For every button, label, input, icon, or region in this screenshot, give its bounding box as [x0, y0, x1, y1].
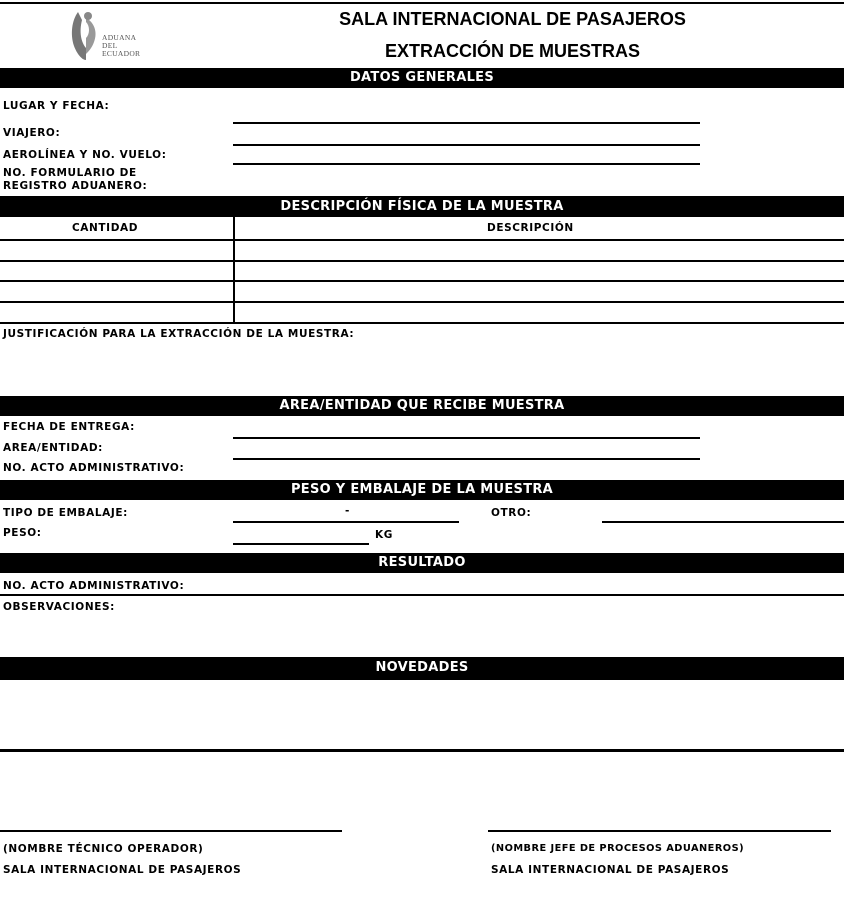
- label-fecha-entrega: FECHA DE ENTREGA:: [3, 421, 135, 433]
- line-resultado-acto: [0, 594, 844, 596]
- page-subtitle: EXTRACCIÓN DE MUESTRAS: [384, 41, 640, 61]
- line-area-entidad: [233, 458, 700, 460]
- label-area-entidad: AREA/ENTIDAD:: [3, 442, 103, 454]
- signature-name-right: (NOMBRE JEFE DE PROCESOS ADUANEROS): [491, 843, 745, 854]
- table-row-line: [0, 322, 844, 324]
- table-row-line: [0, 301, 844, 303]
- section-area-entidad: AREA/ENTIDAD QUE RECIBE MUESTRA: [0, 396, 844, 416]
- label-formulario-1: NO. FORMULARIO DE: [3, 167, 137, 179]
- aduana-emblem-icon: [68, 8, 102, 62]
- label-peso: PESO:: [3, 527, 42, 539]
- line-fecha-entrega: [233, 437, 700, 439]
- table-row-line: [0, 280, 844, 282]
- section-descripcion-fisica: DESCRIPCIÓN FÍSICA DE LA MUESTRA: [0, 196, 844, 217]
- logo-text-line3: ECUADOR: [102, 49, 141, 58]
- line-viajero: [233, 144, 700, 146]
- signature-place-left: SALA INTERNACIONAL DE PASAJEROS: [3, 864, 242, 876]
- logo-text-line1: ADUANA: [102, 33, 137, 42]
- line-otro: [602, 521, 844, 523]
- column-header-cantidad: CANTIDAD: [72, 222, 139, 234]
- signature-line-right: [488, 830, 831, 832]
- page-title: SALA INTERNACIONAL DE PASAJEROS: [339, 9, 686, 29]
- aduana-logo: [68, 8, 178, 64]
- label-formulario-2: REGISTRO ADUANERO:: [3, 180, 148, 192]
- signature-line-left: [0, 830, 342, 832]
- signature-name-left: (NOMBRE TÉCNICO OPERADOR): [3, 843, 204, 855]
- section-datos-generales: DATOS GENERALES: [0, 68, 844, 88]
- top-border: [0, 2, 844, 4]
- column-header-descripcion: DESCRIPCIÓN: [487, 222, 574, 234]
- logo-text-line2: DEL: [102, 41, 118, 50]
- label-acto-administrativo: NO. ACTO ADMINISTRATIVO:: [3, 462, 185, 474]
- label-viajero: VIAJERO:: [3, 127, 61, 139]
- label-tipo-embalaje: TIPO DE EMBALAJE:: [3, 507, 128, 519]
- line-tipo-embalaje: [233, 521, 459, 523]
- table-column-divider: [233, 217, 235, 323]
- label-lugar-fecha: LUGAR Y FECHA:: [3, 100, 110, 112]
- line-lugar-fecha: [233, 122, 700, 124]
- line-aerolinea: [233, 163, 700, 165]
- table-row-line: [0, 239, 844, 241]
- label-justificacion: JUSTIFICACIÓN PARA LA EXTRACCIÓN DE LA MUESTRA:: [3, 328, 355, 340]
- value-tipo-embalaje: -: [345, 505, 350, 517]
- signature-place-right: SALA INTERNACIONAL DE PASAJEROS: [491, 864, 730, 876]
- label-resultado-acto: NO. ACTO ADMINISTRATIVO:: [3, 580, 185, 592]
- label-observaciones: OBSERVACIONES:: [3, 601, 115, 613]
- table-row-line: [0, 260, 844, 262]
- label-unidad-kg: KG: [375, 529, 393, 541]
- section-resultado: RESULTADO: [0, 553, 844, 573]
- label-otro: OTRO:: [491, 507, 532, 519]
- label-aerolinea: AEROLÍNEA Y NO. VUELO:: [3, 149, 167, 161]
- line-novedades: [0, 749, 844, 752]
- section-novedades: NOVEDADES: [0, 657, 844, 680]
- line-peso: [233, 543, 369, 545]
- section-peso-embalaje: PESO Y EMBALAJE DE LA MUESTRA: [0, 480, 844, 500]
